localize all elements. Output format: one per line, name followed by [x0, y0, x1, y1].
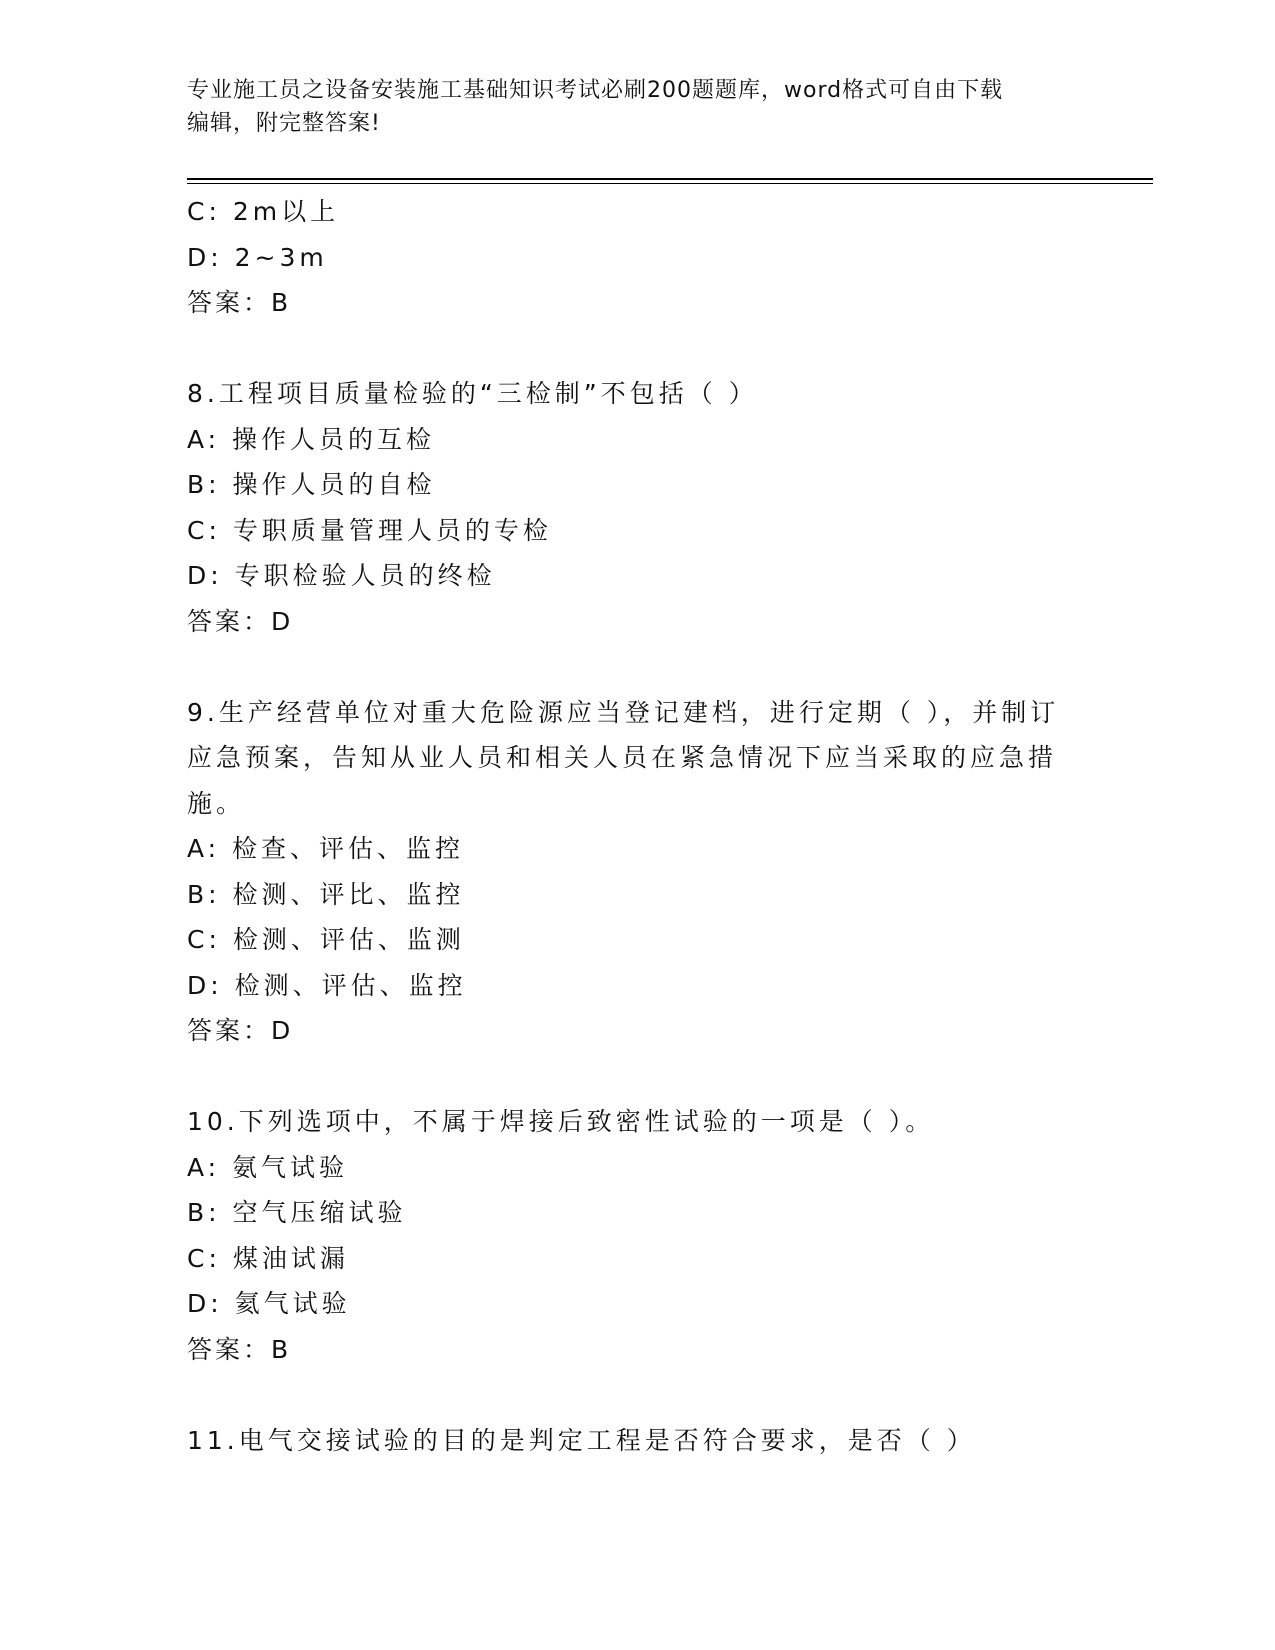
spacer: [187, 1372, 1087, 1418]
question-7: [187, 189, 1087, 326]
question-9: [187, 690, 1087, 1054]
q9-stem-line-1: 9.生产经营单位对重大危险源应当登记建档，进行定期（ ），并制订: [187, 697, 1060, 727]
spacer: [187, 326, 1087, 372]
q9-answer: 答案：D: [187, 1016, 294, 1045]
q10-answer: 答案：B: [187, 1334, 292, 1364]
q8-option-c: C: 专职质量管理人员的专检: [187, 515, 552, 545]
q8-option-d: D: 专职检验人员的终检: [187, 561, 496, 590]
q8-option-b: B: 操作人员的自检: [187, 470, 436, 499]
question-8: [187, 371, 1087, 644]
header-rule-bottom: [187, 183, 1153, 184]
q9-option-d: D: 检测、评估、监控: [187, 970, 467, 1000]
question-list: [187, 189, 1087, 1463]
q9-option-b: B: 检测、评比、监控: [187, 879, 465, 909]
document-header: [187, 74, 1067, 140]
question-11: [187, 1418, 1087, 1464]
q8-stem: 8.工程项目质量检验的“三检制”不包括（ ）: [187, 379, 758, 408]
header-line-1: 专业施工员之设备安装施工基础知识考试必刷200题题库，word格式可自由下载: [187, 78, 1004, 103]
spacer: [187, 1054, 1087, 1100]
q10-option-c: C: 煤油试漏: [187, 1243, 349, 1273]
header-rule-top: [187, 178, 1153, 180]
q11-stem: 11.电气交接试验的目的是判定工程是否符合要求，是否（ ）: [187, 1425, 976, 1455]
q9-option-a: A: 检查、评估、监控: [187, 834, 465, 863]
q10-option-a: A: 氨气试验: [187, 1152, 349, 1182]
q8-option-a: A: 操作人员的互检: [187, 424, 436, 454]
q10-stem: 10.下列选项中，不属于焊接后致密性试验的一项是（ ）。: [187, 1107, 935, 1136]
q9-stem-line-3: 施。: [187, 788, 246, 818]
spacer: [187, 644, 1087, 690]
header-line-2: 编辑，附完整答案!: [187, 111, 381, 136]
q7-option-d: D: 2~3m: [187, 242, 328, 272]
q10-option-b: B: 空气压缩试验: [187, 1198, 407, 1227]
q9-option-c: C: 检测、评估、监测: [187, 925, 465, 954]
q7-option-c: C: 2m以上: [187, 197, 340, 226]
q8-answer: 答案：D: [187, 606, 294, 636]
question-10: [187, 1099, 1087, 1372]
q7-answer: 答案：B: [187, 288, 292, 317]
q9-stem-line-2: 应急预案，告知从业人员和相关人员在紧急情况下应当采取的应急措: [187, 743, 1058, 772]
q10-option-d: D: 氦气试验: [187, 1289, 351, 1318]
